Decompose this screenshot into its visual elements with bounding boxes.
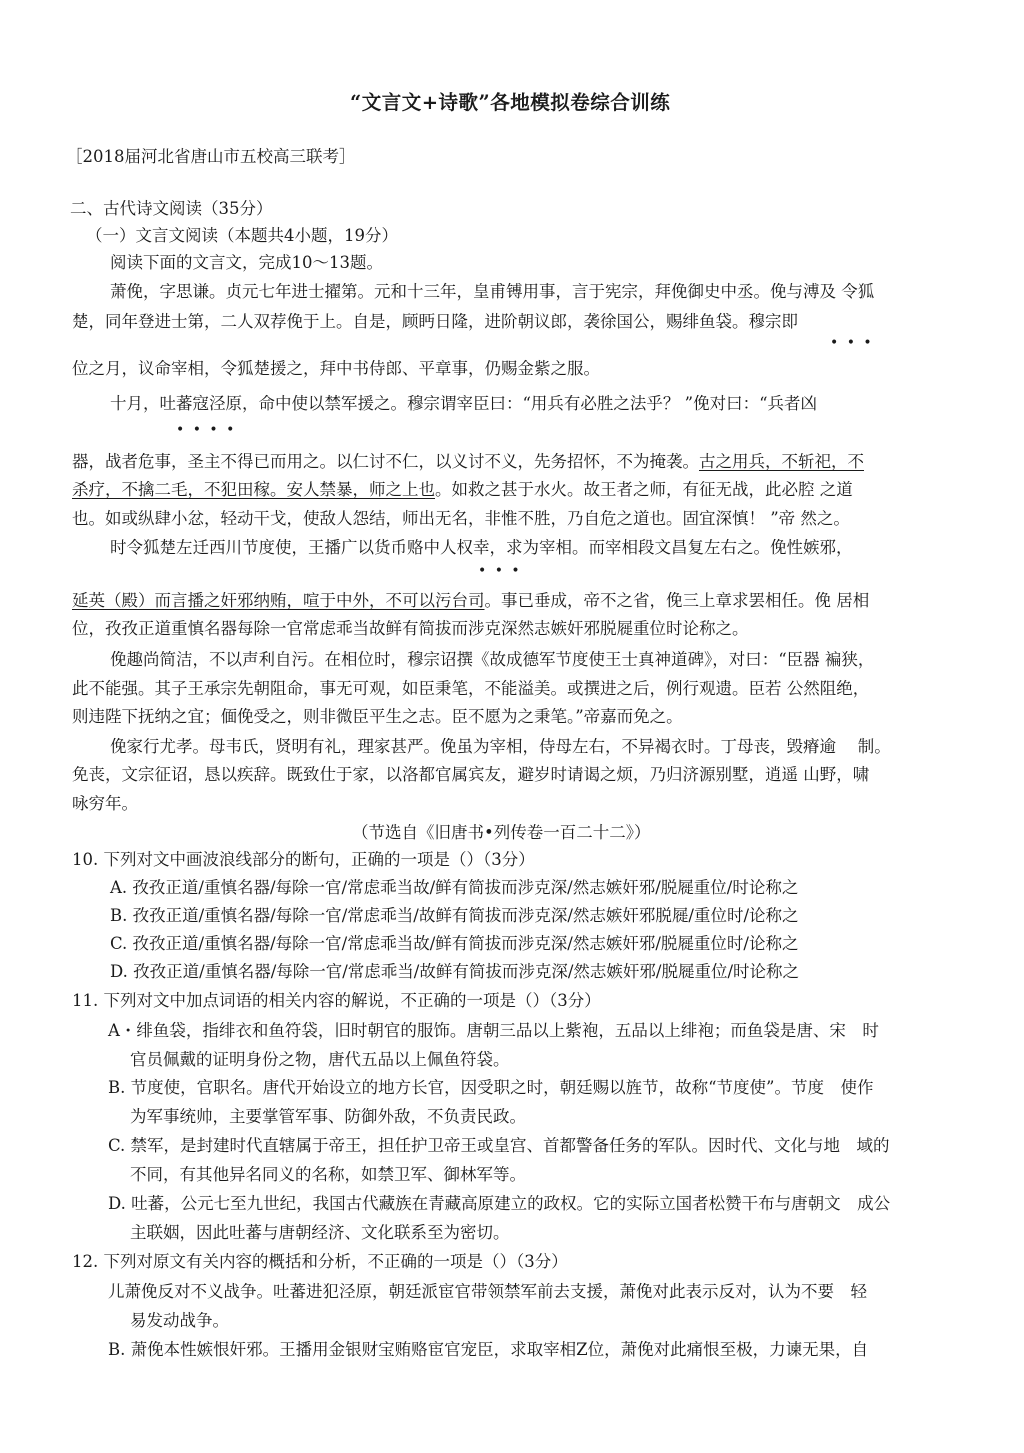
question-12-stem: 12. 下列对原文有关内容的概括和分析，不正确的一项是（）（3分） — [72, 1252, 568, 1271]
question-10-stem: 10. 下列对文中画波浪线部分的断句，正确的一项是（）（3分） — [72, 850, 535, 869]
passage-line: 萧俛，字思谦。贞元七年进士擢第。元和十三年，皇甫镈用事，言于宪宗，拜俛御史中丞。俛与溥及 令狐 — [110, 282, 875, 301]
question-11-stem: 11. 下列对文中加点词语的相关内容的解说，不正确的一项是（）（3分） — [72, 991, 601, 1010]
subsection-heading: （一）文言文阅读（本题共4小题，19分） — [86, 226, 398, 245]
question-10-option-a: A. 孜孜正道/重慎名器/每除一官/常虑乖当故/鲜有简拔而涉克深/然志嫉奸邪/脱屣重位/时论称之 — [110, 878, 799, 897]
question-11-option-b-cont: 为军事统帅，主要掌管军事、防御外敌，不负责民政。 — [130, 1107, 526, 1126]
passage-line: 位，孜孜正道重慎名器每除一官常虑乖当故鲜有简拔而涉克深然志嫉奸邪脱屣重位时论称之。 — [72, 619, 749, 638]
emphasis-dots: • • • — [830, 335, 874, 351]
exam-source: ［2018届河北省唐山市五校高三联考］ — [66, 147, 356, 166]
passage-citation: （节选自《旧唐书•列传卷一百二十二》） — [352, 823, 651, 842]
passage-line: 咏穷年。 — [72, 794, 138, 813]
question-12-option-a-cont: 易发动战争。 — [130, 1311, 229, 1330]
underlined-text: 杀疗，不擒二毛，不犯田稼。安人禁暴，师之上也 — [72, 480, 435, 499]
passage-text: 。如救之甚于水火。故王者之师，有征无战，此必腔 之道 — [435, 480, 853, 499]
passage-line: 则违陛下抚纳之宜；偭俛受之，则非微臣平生之志。臣不愿为之秉笔。”帝嘉而免之。 — [72, 707, 683, 726]
passage-text: 器，战者危事，圣主不得已而用之。以仁讨不仁，以义讨不义，先务招怀，不为掩袭。 — [72, 452, 699, 471]
emphasis-dots: • • • — [478, 563, 522, 579]
passage-line: 时令狐楚左迁西川节度使，王播广以货币赂中人权幸，求为宰相。而宰相段文昌复左右之。俛性嫉邪， — [110, 538, 853, 557]
passage-line: 俛家行尤孝。母韦氏，贤明有礼，理家甚严。俛虽为宰相，侍母左右，不异褐衣时。丁母丧，毁瘠逾 制。 — [110, 737, 891, 756]
passage-text: 。事已垂成，帝不之省，俛三上章求罢相任。俛 居相 — [484, 591, 870, 610]
reading-instruction: 阅读下面的文言文，完成10～13题。 — [110, 253, 383, 272]
passage-line — [72, 451, 864, 473]
passage-line — [72, 479, 853, 501]
question-11-option-c: C. 禁军，是封建时代直辖属于帝王，担任护卫帝王或皇宫、首都警备任务的军队。因时代、文化与地 域的 — [108, 1136, 890, 1155]
underlined-text: 古之用兵，不斩祀，不 — [699, 452, 864, 471]
passage-line: 楚，同年登进士第，二人双荐俛于上。自是，顾眄日隆，进阶朝议郎，袭徐国公，赐绯鱼袋。穆宗即 — [72, 312, 798, 331]
question-11-option-c-cont: 不同，有其他异名同义的名称，如禁卫军、御林军等。 — [130, 1165, 526, 1184]
question-11-option-a-cont: 官员佩戴的证明身份之物，唐代五品以上佩鱼符袋。 — [130, 1050, 510, 1069]
passage-line — [72, 590, 869, 612]
passage-line: 俛趣尚简洁，不以声利自污。在相位时，穆宗诏撰《故成德军节度使王士真神道碑》，对曰：“臣器 褊狭， — [110, 650, 875, 669]
question-11-option-d: D. 吐蕃，公元七至九世纪，我国古代藏族在青藏高原建立的政权。它的实际立国者松赞干布与唐朝文 成公 — [108, 1194, 891, 1213]
question-11-option-b: B. 节度使，官职名。唐代开始设立的地方长官，因受职之时，朝廷赐以旌节，故称“节度使”。节度 使作 — [108, 1078, 874, 1097]
question-10-option-b: B. 孜孜正道/重慎名器/每除一官/常虑乖当/故鲜有简拔而涉克深/然志嫉奸邪脱屣/重位时/论称之 — [110, 906, 799, 925]
passage-line: 免丧，文宗征诏，恳以疾辞。既致仕于家，以洛都官属宾友，避岁时请谒之烦，乃归济源别墅，逍遥 山野，啸 — [72, 765, 870, 784]
passage-line: 十月，吐蕃寇泾原，命中使以禁军援之。穆宗谓宰臣曰：“用兵有必胜之法乎？ ”俛对曰：“兵者凶 — [110, 394, 818, 413]
question-10-option-c: C. 孜孜正道/重慎名器/每除一官/常虑乖当故/鲜有简拔而涉克深/然志嫉奸邪/脱屣重位时/论称之 — [110, 934, 799, 953]
question-11-option-a: A・绯鱼袋，指绯衣和鱼符袋，旧时朝官的服饰。唐朝三品以上紫袍，五品以上绯袍；而鱼袋是唐、宋 时 — [108, 1021, 879, 1040]
question-12-option-b: B. 萧俛本性嫉恨奸邪。王播用金银财宝贿赂宦官宠臣，求取宰相Z位，萧俛对此痛恨至极，力谏无果，自 — [108, 1340, 869, 1359]
passage-line: 位之月，议命宰相，令狐楚援之，拜中书侍郎、平章事，仍赐金紫之服。 — [72, 359, 600, 378]
question-12-option-a: 儿萧俛反对不义战争。吐蕃进犯泾原，朝廷派宦官带领禁军前去支援，萧俛对此表示反对，认为不要 轻 — [108, 1282, 867, 1301]
passage-line: 此不能强。其子王承宗先朝阻命，事无可观，如臣秉笔，不能溢美。或撰进之后，例行观遗。臣若 公然阻绝， — [72, 679, 870, 698]
question-10-option-d: D. 孜孜正道/重慎名器/每除一官/常虑乖当/故鲜有简拔而涉克深/然志嫉奸邪/脱屣重位/时论称之 — [110, 962, 800, 981]
underlined-text: 延英（殿）而言播之奸邪纳贿，喧于中外，不可以污台司 — [72, 591, 485, 610]
passage-line: 也。如或纵肆小忿，轻动干戈，使敌人怨结，师出无名，非惟不胜，乃自危之道也。固宜深慎！ ”帝 然之。 — [72, 509, 850, 528]
question-11-option-d-cont: 主联姻，因此吐蕃与唐朝经济、文化联系至为密切。 — [130, 1223, 510, 1242]
emphasis-dots: • • • • — [176, 422, 237, 438]
document-title: “文言文+诗歌”各地模拟卷综合训练 — [350, 91, 671, 114]
section-heading: 二、古代诗文阅读（35分） — [70, 199, 273, 218]
